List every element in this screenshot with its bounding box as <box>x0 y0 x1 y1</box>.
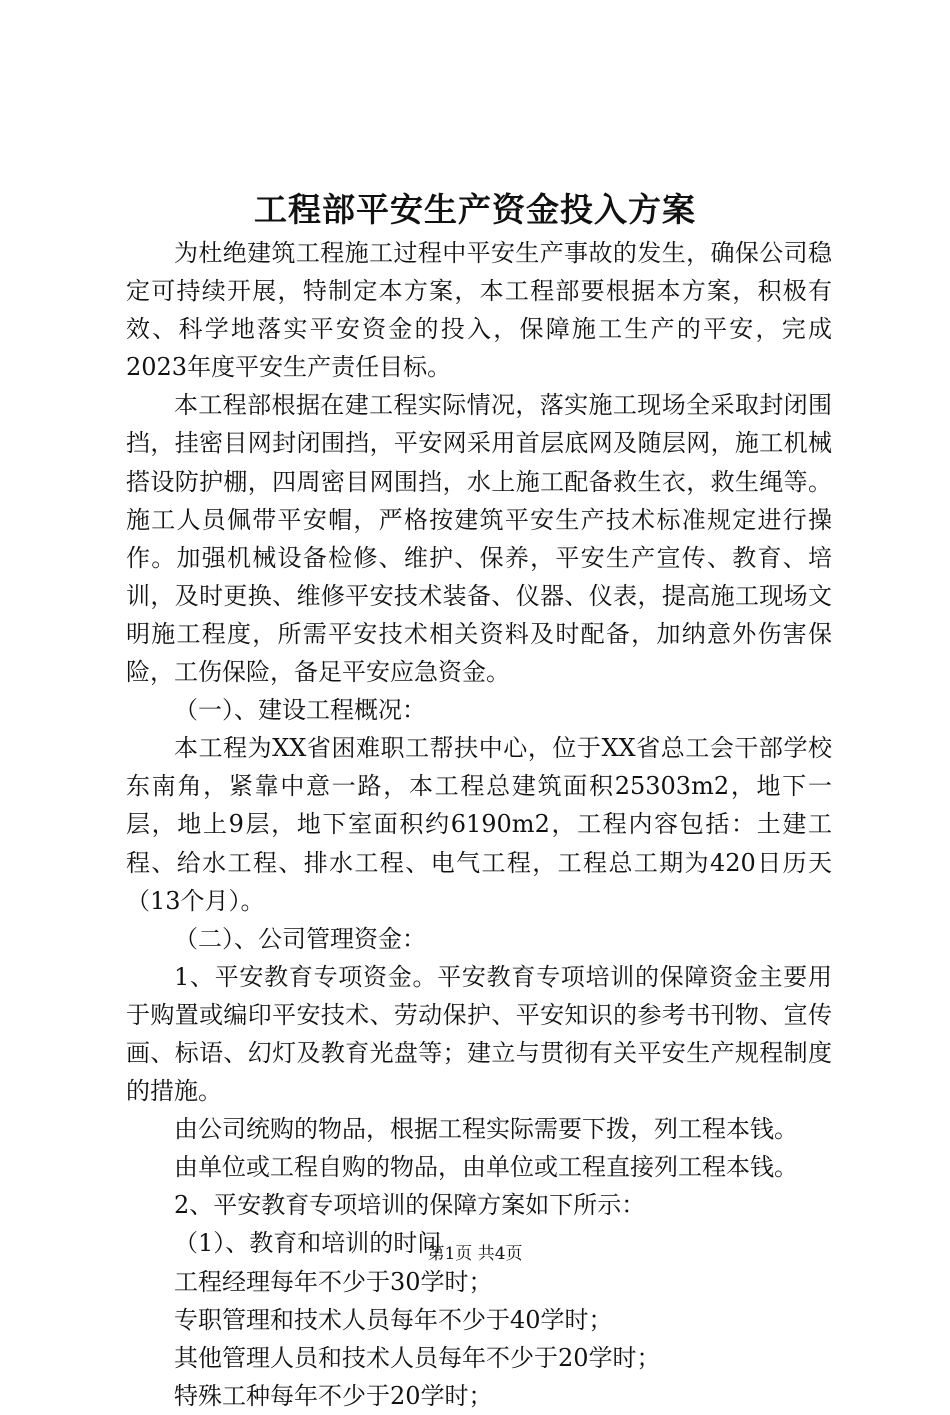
section-heading-funds: （二）、公司管理资金： <box>174 924 426 953</box>
paragraph-education-funds: 1、平安教育专项资金。平安教育专项培训的保障资金主要用于购置或编印平安技术、劳动保护、平安知识的参考书刊物、宣传画、标语、幻灯及教育光盘等；建立与贯彻有关平安生产规程制度的措施。 <box>126 962 832 1106</box>
document-title: 工程部平安生产资金投入方案 <box>254 190 696 229</box>
paragraph-intro: 为杜绝建筑工程施工过程中平安生产事故的发生，确保公司稳定可持续开展，特制定本方案，本工程部要根据本方案，积极有效、科学地落实平安资金的投入，保障施工生产的平安，完成2023年度平安生产责任目标。 <box>126 239 832 382</box>
paragraph-company-purchase: 由公司统购的物品，根据工程实际需要下拨，列工程本钱。 <box>174 1115 798 1144</box>
paragraph-project-overview: 本工程为XX省困难职工帮扶中心，位于XX省总工会干部学校东南角，紧靠中意一路，本工程总建筑面积25303m2，地下一层，地上9层，地下室面积约6190m2，工程内容包括：土建工程、给水工程、排水工程、电气工程，工程总工期为420日历天（13个月）。 <box>126 734 832 915</box>
section-heading-overview: （一）、建设工程概况： <box>174 696 426 725</box>
list-item-other-hours: 其他管理人员和技术人员每年不少于20学时； <box>174 1343 661 1372</box>
document-body <box>126 234 832 1415</box>
list-item-staff-hours: 专职管理和技术人员每年不少于40学时； <box>174 1305 613 1334</box>
page-footer: 第1页 共4页 <box>427 1244 523 1264</box>
subheading-training-time: （1）、教育和培训的时间 <box>174 1229 442 1258</box>
paragraph-site-measures: 本工程部根据在建工程实际情况，落实施工现场全采取封闭围挡，挂密目网封闭围挡，平安网采用首层底网及随层网，施工机械搭设防护棚，四周密目网围挡，水上施工配备救生衣，救生绳等。施工人员佩带平安帽，严格按建筑平安生产技术标准规定进行操作。加强机械设备检修、维护、保养，平安生产宣传、教育、培训，及时更换、维修平安技术装备、仪器、仪表，提高施工现场文明施工程度，所需平安技术相关资料及时配备，加纳意外伤害保险，工伤保险，备足平安应急资金。 <box>126 391 832 687</box>
list-item-manager-hours: 工程经理每年不少于30学时； <box>174 1267 493 1296</box>
paragraph-self-purchase: 由单位或工程自购的物品，由单位或工程直接列工程本钱。 <box>174 1153 798 1182</box>
list-item-special-hours: 特殊工种每年不少于20学时； <box>174 1381 493 1410</box>
paragraph-training-plan: 2、平安教育专项培训的保障方案如下所示： <box>174 1191 646 1220</box>
